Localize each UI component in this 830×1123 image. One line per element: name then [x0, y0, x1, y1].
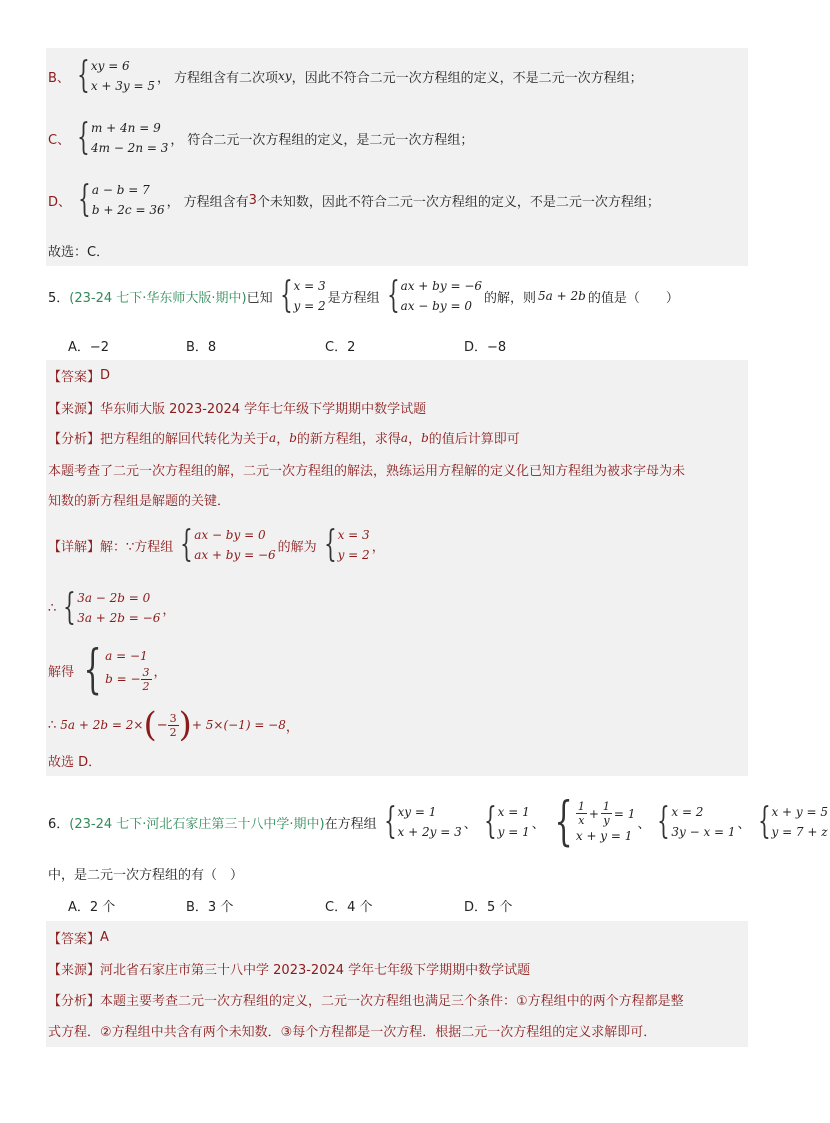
q6-source: 【来源】 河北省石家庄市第三十八中学 2023-2024 学年七年级下学期期中数学试题: [48, 963, 531, 978]
q6-options: [68, 896, 668, 914]
option-b: B．3 个: [186, 900, 234, 915]
q6-analysis-2: 式方程．②方程组中共含有两个未知数．③每个方程都是一次方程．根据二元一次方程组的定义求解即可．: [48, 1025, 657, 1040]
q5-choice: 故选 D．: [48, 755, 102, 770]
q5-calculation: ∴ 5a + 2b = 2× ( − $\frac{3}{2}$ ) + 5×(−1) = −8 ，: [48, 705, 299, 745]
equation-system: { ax + by = −6 ax − by = 0: [386, 275, 483, 316]
fraction: $\frac{3}{2}$: [169, 711, 177, 739]
equation-system: { x = 2 3y − x = 1: [657, 801, 736, 842]
equation-system: { m + 4n = 9 4m − 2n = 3: [77, 117, 169, 158]
option-a: A．−2: [68, 340, 110, 355]
option-c: C．2: [325, 340, 356, 355]
q4-choice: 故选：C．: [48, 245, 110, 260]
fraction: $\frac{3}{2}$: [142, 665, 150, 693]
equation-system: { $\frac{1}{x}$ + $\frac{1}{y}$ = 1 x + y = 1: [554, 792, 636, 852]
equation-system: { x + y = 5 y = 7 + z: [757, 801, 829, 842]
q5-therefore-system: ∴ { 3a − 2b = 0 3a + 2b = −6 ，: [48, 587, 176, 628]
q5-answer: 【答案】 D: [48, 368, 111, 385]
fraction: $\frac{1}{y}$: [602, 800, 610, 827]
fraction: $\frac{1}{x}$: [577, 800, 585, 827]
q5-source: 【来源】 华东师大版 2023-2024 学年七年级下学期期中数学试题: [48, 402, 427, 417]
equation-system: { xy = 1 x + 2y = 3: [383, 801, 462, 842]
equation-system: { 3a − 2b = 0 3a + 2b = −6: [63, 587, 161, 628]
equation-system: { a = −1 b = − $\frac{3}{2}$: [83, 640, 150, 700]
equation-system: { ax − by = 0 ax + by = −6: [180, 524, 276, 565]
option-c: C．4 个: [325, 900, 373, 915]
q4-option-d: D、 { a − b = 7 b + 2c = 36 ， 方程组含有 3 个未知数，因此不符合二元一次方程组的定义，不是二元一次方程组；: [48, 179, 660, 220]
q4-option-b: B、 { xy = 6 x + 3y = 5 ， 方程组含有二次项 xy ，因此不符合二元一次方程组的定义，不是二元一次方程组；: [48, 55, 643, 96]
q5-paragraph-1: 本题考查了二元一次方程组的解，二元一次方程组的解法，熟练运用方程解的定义化已知方程组为被求字母为未: [48, 464, 686, 479]
q5-paragraph-2: 知数的新方程组是解题的关键．: [48, 494, 231, 509]
q6-answer: 【答案】 A: [48, 930, 109, 947]
option-d: D．−8: [464, 340, 507, 355]
q5-solve: 解得 { a = −1 b = − $\frac{3}{2}$ ，: [48, 640, 167, 700]
equation-system: { a − b = 7 b + 2c = 36: [78, 179, 165, 220]
q4-option-c: C、 { m + 4n = 9 4m − 2n = 3 ， 符合二元一次方程组的定义，是二元一次方程组；: [48, 117, 474, 158]
option-b: B．8: [186, 340, 217, 355]
equation-system: { x = 3 y = 2: [279, 275, 326, 316]
option-a: A．2 个: [68, 900, 116, 915]
q6-stem: 6． (23-24 七下·河北石家庄第三十八中学·期中) 在方程组 { xy = 1 x + 2y = 3 、 { x = 1 y = 1 、 { $\frac{1}{x}$ + $\frac{1}{y}$ = 1 x + y = 1 、 { x = 2 3y − x = 1 、 { x + y = 5 y = 7 + z: [48, 792, 829, 852]
q6-analysis: 【分析】 本题主要考查二元一次方程组的定义，二元一次方程组也满足三个条件：①方程组中的两个方程都是整: [48, 994, 684, 1009]
option-d: D．5 个: [464, 900, 513, 915]
equation-system: { x = 1 y = 1: [483, 801, 530, 842]
q6-stem-end: 中，是二元一次方程组的有（ ）: [48, 868, 244, 883]
q5-analysis: 【分析】 把方程组的解回代转化为关于 a ， b 的新方程组，求得 a ， b 的值后计算即可: [48, 430, 520, 447]
q5-stem: 5． (23-24 七下·华东师大版·期中) 已知 { x = 3 y = 2 是方程组 { ax + by = −6 ax − by = 0 的解，则 5a + 2b 的值是（ ）: [48, 275, 679, 316]
q5-detail: 【详解】 解：∵方程组 { ax − by = 0 ax + by = −6 的解为 { x = 3 y = 2 ，: [48, 524, 385, 565]
q5-options: [68, 336, 668, 354]
equation-system: { x = 3 y = 2: [323, 524, 370, 565]
equation-system: { xy = 6 x + 3y = 5: [77, 55, 156, 96]
